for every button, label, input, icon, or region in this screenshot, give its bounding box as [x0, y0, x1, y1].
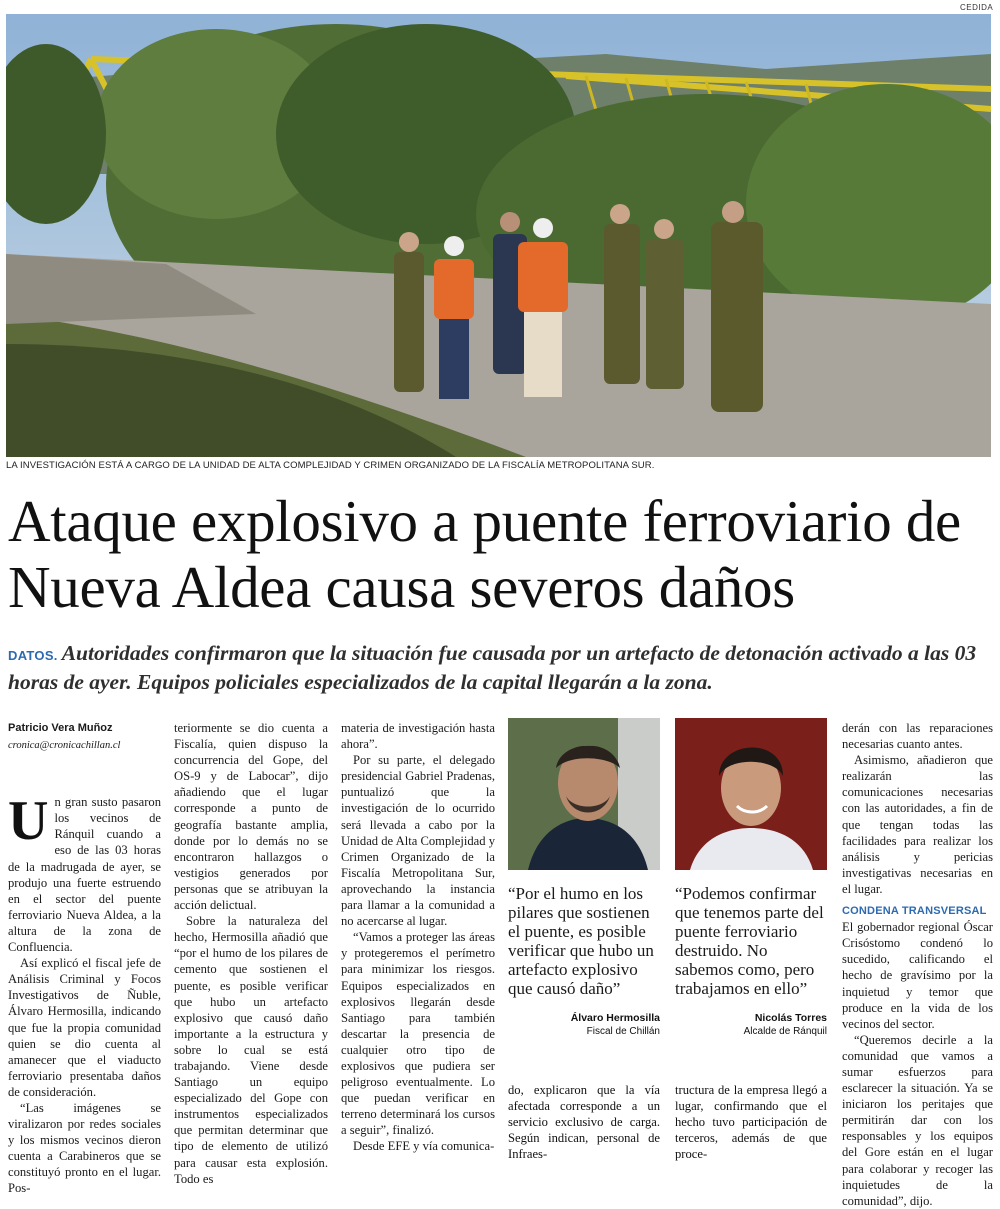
main-photo — [6, 14, 991, 457]
author: Patricio Vera Muñoz — [8, 722, 113, 734]
quote-name-1: Álvaro Hermosilla — [570, 1012, 660, 1024]
photo-illustration — [6, 14, 991, 457]
column-6 — [842, 720, 993, 1209]
column-2 — [174, 720, 328, 1187]
paragraph: Un gran susto pasaron los vecinos de Ránquil cuando a eso de las 03 horas de la madrugada de ayer, se produjo una fuerte estruendo en el sector del puente ferroviario Nueva Aldea, a la altura de la zona de Confluencia. — [8, 790, 161, 955]
paragraph: Así explicó el fiscal jefe de Análisis Criminal y Focos Investigativos de Ñuble, Álvaro Hermosilla, indicando que fue la propia comunidad quien se dio cuenta al amanecer que el viaducto ferroviario presentaba daños de consideración. — [8, 956, 161, 1099]
author-email: cronica@cronicachillan.cl — [8, 740, 121, 752]
paragraph: “Vamos a proteger las áreas y protegeremos el perímetro para minimizar los riesgos. Equipos especializados en explosivos llegarán desde Santiago para también descartar la presencia de cualquier otro tipo de explosivos que pudiera ser peligroso eventualmente. Lo que puedan verificar en terreno determinará los cursos a seguir”, finalizó. — [341, 930, 495, 1138]
column-4-continuation: do, explicaron que la vía afectada corresponde a un servicio exclusivo de carga. Según indican, personal de Infraes- — [508, 1083, 660, 1162]
column-5-continuation: tructura de la empresa llegó a lugar, confirmando que el hecho tuvo participación de terceros, además de que proce- — [675, 1083, 827, 1162]
quote-text-2: “Podemos confirmar que tenemos parte del puente ferroviario destruido. No sabemos como, pero trabajamos en ello” — [675, 884, 824, 998]
quote-box-1 — [508, 718, 660, 1037]
lead-text: Autoridades confirmaron que la situación fue causada por un artefacto de detonación activado a las 03 horas de ayer. Equipos policiales especializados de la capital llegarán a la zona. — [8, 641, 977, 694]
paragraph: Desde EFE y vía comunica- — [353, 1139, 495, 1154]
column-3 — [341, 720, 495, 1155]
paragraph: Por su parte, el delegado presidencial Gabriel Pradenas, puntualizó que la investigación de lo ocurrido será llevada a cabo por la Unidad de Alta Complejidad y Crimen Organizado de la Fiscalía Metropolitana Sur, aprovechando la instancia para llamar a la comunidad a no acercarse al lugar. — [341, 753, 495, 929]
dropcap: U — [8, 790, 49, 853]
subhead: CONDENA TRANSVERSAL — [842, 905, 987, 918]
portrait-torres — [675, 718, 827, 870]
lead-kicker: DATOS. — [8, 648, 58, 663]
paragraph: materia de investigación hasta ahora”. — [341, 721, 495, 752]
paragraph: El gobernador regional Óscar Crisóstomo condenó lo sucedido, calificando el hecho de gravísimo por la inquietud y temor que produce en la vida de los vecinos del sector. — [842, 920, 993, 1031]
lead — [8, 640, 998, 695]
quote-role-2: Alcalde de Ránquil — [743, 1026, 827, 1037]
quote-text-1: “Por el humo en los pilares que sostienen el puente, es posible verificar que hubo un artefacto explosivo que causó daño” — [508, 884, 654, 998]
paragraph: derán con las reparaciones necesarias cuanto antes. — [842, 721, 993, 752]
quote-box-2 — [675, 718, 827, 1037]
quote-name-2: Nicolás Torres — [754, 1012, 827, 1024]
paragraph: teriormente se dio cuenta a Fiscalía, quien dispuso la concurrencia del Gope, del OS-9 y de Labocar”, dijo añadiendo que el lugar corresponde a punto de geografía bastante amplia, donde por lo demás no se encontraron hallazgos o vestigios generados por personas que se atribuyan la acción delictual. — [174, 721, 328, 913]
paragraph: Sobre la naturaleza del hecho, Hermosilla añadió que “por el humo de los pilares de cemento que sostienen el puente, es posible verificar que hubo un artefacto explosivo que causó daño importante a la estructura y sobre lo cual se está trabajando. Viene desde Santiago un equipo especializado del Gope con instrumentos especializados que permitan determinar que tipo de elemento de utilizó para causar esta explosión. Todo es — [174, 914, 328, 1186]
photo-credit: CEDIDA — [960, 3, 994, 12]
column-1 — [8, 720, 161, 1197]
headline: Ataque explosivo a puente ferroviario de Nueva Aldea causa severos daños — [8, 488, 961, 620]
photo-caption: LA INVESTIGACIÓN ESTÁ A CARGO DE LA UNIDAD DE ALTA COMPLEJIDAD Y CRIMEN ORGANIZADO DE LA FISCALÍA METROPOLITANA SUR. — [6, 460, 655, 471]
paragraph: Asimismo, añadieron que realizarán las comunicaciones necesarias con las autoridades, a fin de que tengan todas las facilidades para realizar los análisis y pericias investigativas necesarias en el lugar. — [842, 753, 993, 896]
portrait-hermosilla — [508, 718, 660, 870]
paragraph: “Queremos decirle a la comunidad que vamos a sumar esfuerzos para esclarecer la situación. Ya se iniciaron los peritajes que permitirán dar con los responsables y los equipos del Gore están en el lugar para colaborar y recoger las inquietudes de la comunidad”, dijo. — [842, 1032, 993, 1208]
paragraph: “Las imágenes se viralizaron por redes sociales y los mismos vecinos dieron cuenta a Carabineros que se constituyó pronto en el lugar. Pos- — [8, 1100, 161, 1196]
quote-role-1: Fiscal de Chillán — [586, 1026, 660, 1037]
